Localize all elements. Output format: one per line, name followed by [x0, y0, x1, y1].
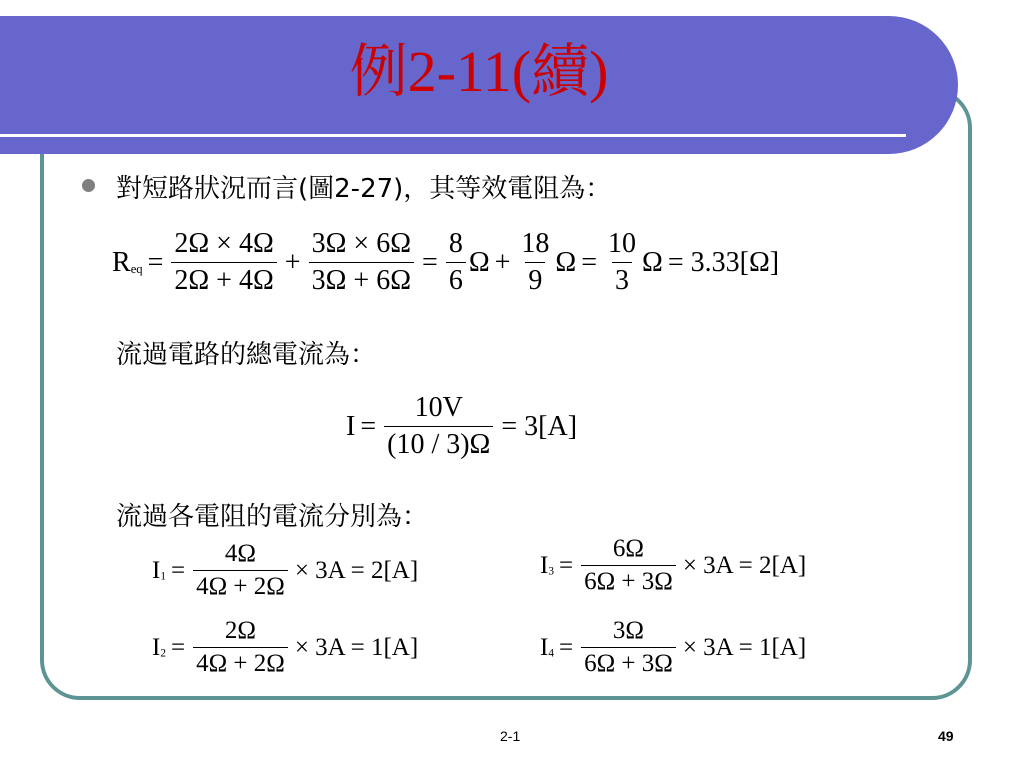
- branch-label: 流過各電阻的電流分別為：: [116, 502, 429, 532]
- branch-equation-i1: $I_1$ = $\frac{4\Omega}{4\Omega + 2\Omega}$ × 3A = 2[A]: [152, 540, 419, 600]
- branch-equation-i3: $I_3$ = $\frac{6\Omega}{6\Omega + 3\Omega}$ × 3A = 2[A]: [540, 535, 807, 595]
- total-current-label: 流過電路的總電流為：: [116, 340, 377, 370]
- fraction: $\frac{10}{3}$: [608, 228, 637, 296]
- fraction: $\frac{8}{6}$: [446, 228, 466, 297]
- title-rule: [0, 134, 906, 137]
- total-current-equation: I = $\frac{10V}{(10 / 3)\Omega}$ = 3[A]: [346, 392, 578, 460]
- fraction: $\frac{10V}{(10 / 3)\Omega}$: [384, 392, 493, 461]
- page-number: 49: [938, 728, 954, 744]
- req-lhs: $R_{eq}$: [112, 246, 143, 278]
- branch-equation-i2: $I_2$ = $\frac{2\Omega}{4\Omega + 2\Omega}$ × 3A = 1[A]: [152, 617, 419, 677]
- slide-title: 例2-11(續): [349, 39, 609, 104]
- fraction: $\frac{2\Omega \times 4\Omega}{2\Omega + 4\Omega}$: [171, 228, 276, 297]
- footer-section: 2-1: [500, 728, 521, 744]
- bullet-text: 對短路狀況而言(圖2-27)，其等效電阻為：: [116, 174, 612, 204]
- branch-equation-i4: $I_4$ = $\frac{3\Omega}{6\Omega + 3\Omega}$ × 3A = 1[A]: [540, 617, 807, 677]
- fraction: $\frac{3\Omega \times 6\Omega}{3\Omega + 6\Omega}$: [309, 228, 414, 297]
- bullet-dot: [82, 179, 95, 192]
- fraction: $\frac{18}{9}$: [521, 228, 550, 296]
- req-equation: $R_{eq}$ = $\frac{2\Omega \times 4\Omega}{2\Omega + 4\Omega}$ + $\frac{3\Omega \times 6\Omega}{3\Omega + 6\Omega}$ = $\frac{8}{6}$ Ω + $\frac{18}{9}$ Ω = $\frac{10}{3}$ Ω = 3.33[Ω]: [112, 228, 780, 296]
- req-result: = 3.33[Ω]: [667, 246, 780, 278]
